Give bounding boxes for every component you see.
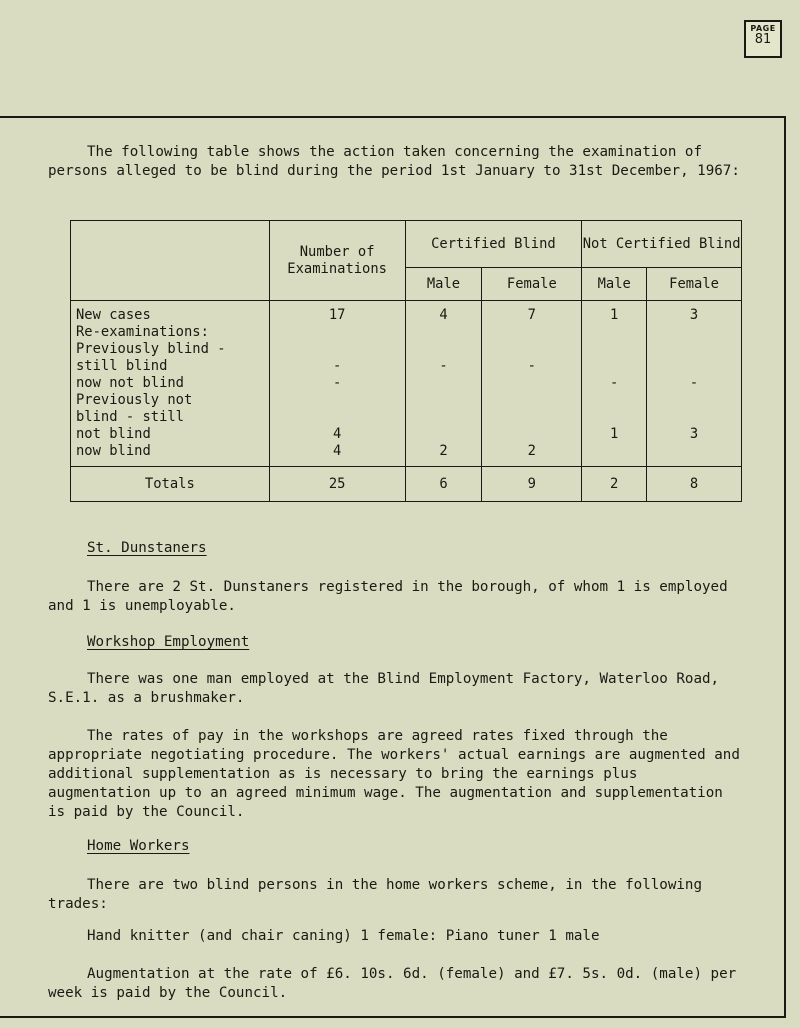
table-cell: 2	[527, 443, 536, 459]
row-label: New cases	[76, 307, 151, 323]
table-cell: -	[527, 358, 536, 374]
table-cell: 3	[689, 426, 699, 442]
row-label: now not blind	[76, 375, 184, 391]
table-cell: -	[610, 375, 619, 391]
table-cell: 4	[439, 307, 448, 323]
table-cell	[270, 409, 405, 426]
row-label: now blind	[76, 443, 151, 459]
table-cell	[582, 392, 646, 409]
home-workers-trades: Hand knitter (and chair caning) 1 female: Piano tuner 1 male	[87, 928, 600, 944]
table-cell: 17	[328, 307, 346, 323]
table-cell	[582, 341, 646, 358]
header-certified-female: Female	[482, 268, 582, 301]
table-cell	[406, 324, 482, 341]
table-cell	[482, 324, 581, 341]
dunstaners-heading: St. Dunstaners	[87, 540, 207, 556]
table-cell: 7	[527, 307, 536, 323]
header-not-certified-female: Female	[647, 268, 742, 301]
totals-certified-female: 9	[482, 467, 582, 502]
table-cell	[482, 392, 581, 409]
certified-male-column	[405, 301, 482, 467]
not-certified-female-column	[647, 301, 742, 467]
bottom-rule	[0, 1016, 786, 1018]
blind-examinations-table	[70, 220, 742, 502]
table-cell	[406, 392, 482, 409]
row-label: Previously blind -	[76, 341, 226, 357]
table-cell	[582, 443, 646, 460]
row-label: blind - still	[76, 409, 184, 425]
totals-not-certified-female: 8	[647, 467, 742, 502]
intro-paragraph: The following table shows the action taken concerning the examination of persons alleged to be blind during the period 1st January to 31st December, 1967:	[48, 144, 740, 179]
home-workers-heading: Home Workers	[87, 838, 190, 854]
totals-examinations: 25	[269, 467, 405, 502]
certified-female-column	[482, 301, 582, 467]
totals-certified-male: 6	[405, 467, 482, 502]
not-certified-male-column	[582, 301, 647, 467]
table-cell	[406, 375, 482, 392]
table-cell	[647, 341, 741, 358]
table-cell	[647, 392, 741, 409]
table-cell: 1	[610, 426, 619, 442]
workshop-paragraph-1: There was one man employed at the Blind Employment Factory, Waterloo Road, S.E.1. as a brushmaker.	[48, 671, 720, 706]
table-cell	[270, 324, 405, 341]
header-not-certified: Not Certified Blind	[582, 221, 742, 268]
table-body-row	[71, 301, 742, 467]
totals-label: Totals	[71, 467, 270, 502]
header-certified: Certified Blind	[405, 221, 582, 268]
row-labels-cell	[71, 301, 270, 467]
totals-row	[71, 467, 742, 502]
header-certified-male: Male	[405, 268, 482, 301]
dunstaners-paragraph: There are 2 St. Dunstaners registered in the borough, of whom 1 is employed and 1 is unemployable.	[48, 579, 728, 614]
table-cell	[647, 358, 741, 375]
table-cell: -	[689, 375, 699, 391]
table-cell	[270, 341, 405, 358]
workshop-heading: Workshop Employment	[87, 634, 250, 650]
row-label: not blind	[76, 426, 151, 442]
header-examinations: Number of Examinations	[269, 221, 405, 301]
table-cell: 4	[332, 443, 342, 459]
table-cell	[482, 341, 581, 358]
row-label: still blind	[76, 358, 168, 374]
table-cell: 3	[689, 307, 699, 323]
table-cell	[582, 358, 646, 375]
page-number-box	[744, 20, 782, 58]
row-label: Re-examinations:	[76, 324, 209, 340]
table-cell: -	[439, 358, 448, 374]
table-cell	[582, 324, 646, 341]
table-cell	[647, 443, 741, 460]
table-cell	[482, 375, 581, 392]
row-label: Previously not	[76, 392, 193, 408]
home-workers-paragraph-1: There are two blind persons in the home workers scheme, in the following trades:	[48, 877, 702, 912]
table-cell: 1	[610, 307, 619, 323]
page-label: PAGE	[750, 24, 776, 33]
right-rule	[784, 116, 786, 1018]
table-cell: -	[332, 375, 342, 391]
workshop-paragraph-2: The rates of pay in the workshops are agreed rates fixed through the appropriate negotiating procedure. The workers' actual earnings are augmented and additional supplementation as is necessary to bring the earnings plus augmentation up to an agreed minimum wage. The augmentation and supplementation is paid by the Council.	[48, 728, 740, 820]
table-cell	[406, 341, 482, 358]
table-cell	[582, 409, 646, 426]
table-cell: -	[332, 358, 342, 374]
table-cell: 4	[332, 426, 342, 442]
top-rule	[0, 116, 786, 118]
table-cell	[647, 324, 741, 341]
table-cell	[270, 392, 405, 409]
examinations-column	[269, 301, 405, 467]
header-not-certified-male: Male	[582, 268, 647, 301]
table-cell	[647, 409, 741, 426]
home-workers-augmentation: Augmentation at the rate of £6. 10s. 6d. (female) and £7. 5s. 0d. (male) per week is paid by the Council.	[48, 966, 737, 1001]
table-cell	[482, 426, 581, 443]
table-cell	[406, 426, 482, 443]
table-cell: 2	[439, 443, 448, 459]
table-corner-cell	[71, 221, 270, 301]
table-cell	[406, 409, 482, 426]
totals-not-certified-male: 2	[582, 467, 647, 502]
table-cell	[482, 409, 581, 426]
page-number: 81	[754, 32, 772, 47]
